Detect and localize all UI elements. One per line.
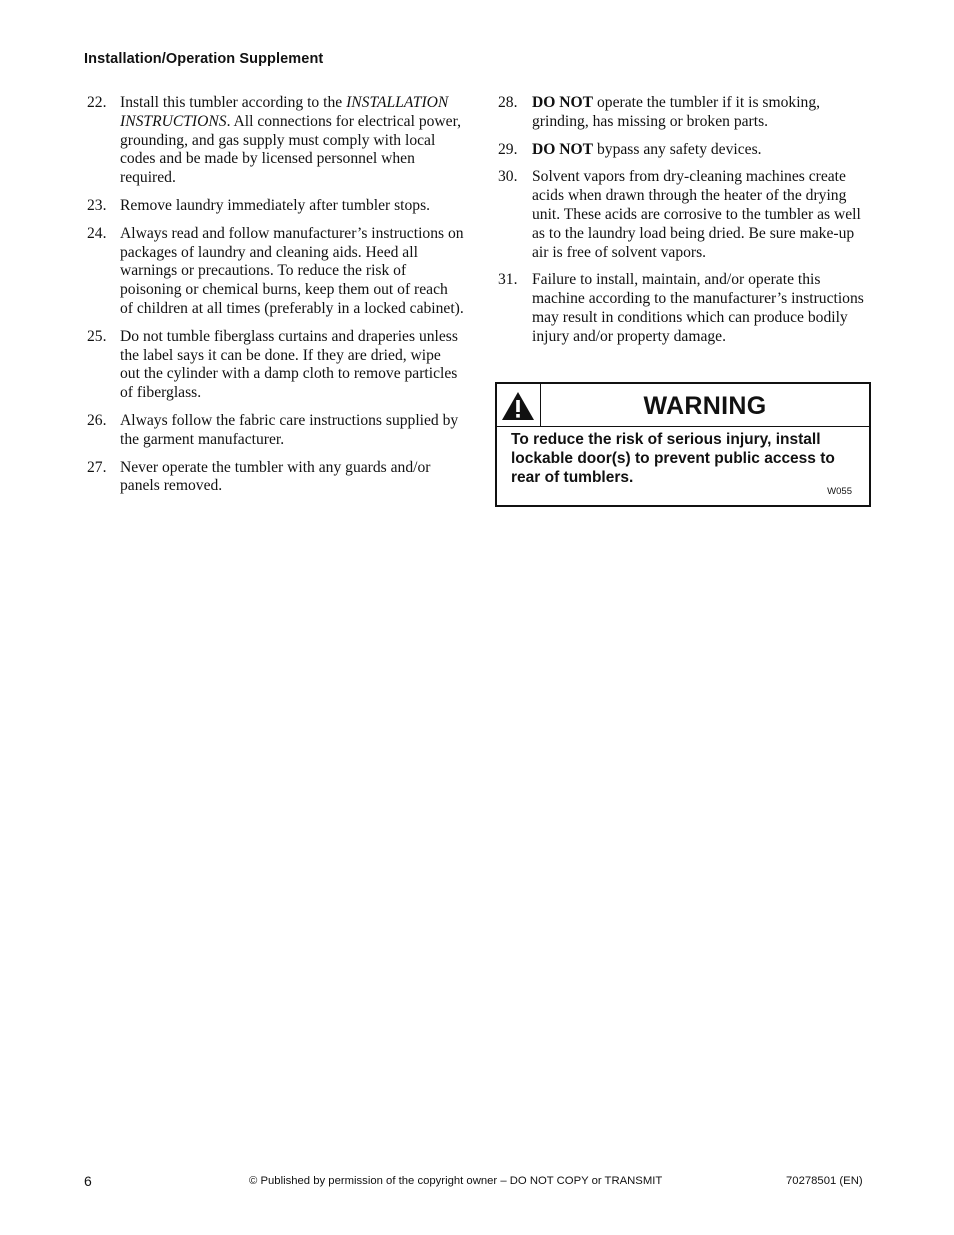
item-text xyxy=(120,94,461,186)
item-text-part: Do not tumble fiberglass curtains and draperies unless the label says it can be done. If they are dried, wipe out the cylinder with a damp cloth to remove particles of fiberglass. xyxy=(120,327,458,402)
warning-header xyxy=(497,384,869,427)
item-text-part: Solvent vapors from dry-cleaning machines create acids when drawn through the heater of the drying unit. These acids are corrosive to the tumbler as well as to the laundry load being dried. Be sure make-up air is free of solvent vapors. xyxy=(532,168,861,261)
warning-text: To reduce the risk of serious injury, install lockable door(s) to prevent public access to rear of tumblers. xyxy=(511,431,835,486)
item-number: 27. xyxy=(87,458,107,476)
warning-code: W055 xyxy=(827,486,852,497)
item-text xyxy=(532,168,861,260)
warning-icon-cell xyxy=(497,384,541,426)
item-number: 28. xyxy=(498,94,518,111)
item-number: 22. xyxy=(87,94,107,111)
page-number: 6 xyxy=(84,1173,92,1189)
warning-triangle-icon xyxy=(501,391,535,421)
warning-title: WARNING xyxy=(643,392,767,420)
list-item xyxy=(496,141,872,160)
item-text-part: Failure to install, maintain, and/or operate this machine according to the manufacturer’s instructions may result in conditions which can produce bodily injury and/or property damage. xyxy=(532,271,864,345)
item-text xyxy=(120,197,430,214)
item-number: 29. xyxy=(498,140,518,158)
item-number: 30. xyxy=(498,168,518,186)
item-text xyxy=(532,94,820,130)
item-text-part: DO NOT xyxy=(532,94,594,111)
list-item xyxy=(496,168,872,262)
list-item xyxy=(84,94,464,188)
item-text-part: Always follow the fabric care instructions supplied by the garment manufacturer. xyxy=(120,411,459,448)
item-text-part: Always read and follow manufacturer’s instructions on packages of laundry and cleaning aids. Heed all warnings or precautions. To reduce the risk of poisoning or chemical burns, keep them out of reach of children at all times (preferably in a locked cabinet). xyxy=(120,224,464,317)
list-item xyxy=(496,271,872,346)
item-text xyxy=(120,225,464,317)
item-text-part: operate the tumbler if it is smoking, grinding, has missing or broken parts. xyxy=(532,94,821,130)
page-header: Installation/Operation Supplement xyxy=(84,51,324,67)
item-text-part: bypass any safety devices. xyxy=(593,140,762,158)
list-item xyxy=(84,459,464,497)
copyright-notice: © Published by permission of the copyright owner – DO NOT COPY or TRANSMIT xyxy=(249,1175,663,1187)
item-text-part: DO NOT xyxy=(532,140,594,158)
item-number: 23. xyxy=(87,196,107,214)
warning-box xyxy=(495,382,871,507)
item-text xyxy=(532,141,762,158)
item-text-part: Install this tumbler according to the xyxy=(120,94,347,111)
item-number: 26. xyxy=(87,411,107,429)
item-number: 25. xyxy=(87,327,107,345)
list-item xyxy=(84,225,464,319)
right-column xyxy=(496,94,872,356)
item-text-part: Never operate the tumbler with any guards and/or panels removed. xyxy=(120,458,431,495)
list-item xyxy=(84,328,464,403)
item-text-part: INSTALLATION INSTRUCTIONS xyxy=(120,94,449,130)
list-item xyxy=(496,94,872,132)
list-item xyxy=(84,412,464,450)
item-text xyxy=(120,412,458,448)
left-column xyxy=(84,94,464,505)
item-text-part: Remove laundry immediately after tumbler stops. xyxy=(120,196,431,214)
item-text xyxy=(120,328,458,401)
item-text xyxy=(120,459,430,495)
item-text xyxy=(532,271,864,344)
item-number: 24. xyxy=(87,224,107,242)
document-number: 70278501 (EN) xyxy=(786,1175,863,1187)
item-text-part: . All connections for electrical power, grounding, and gas supply must comply with local codes and be made by licensed personnel when required. xyxy=(120,112,462,187)
list-item xyxy=(84,197,464,216)
item-number: 31. xyxy=(498,271,518,289)
